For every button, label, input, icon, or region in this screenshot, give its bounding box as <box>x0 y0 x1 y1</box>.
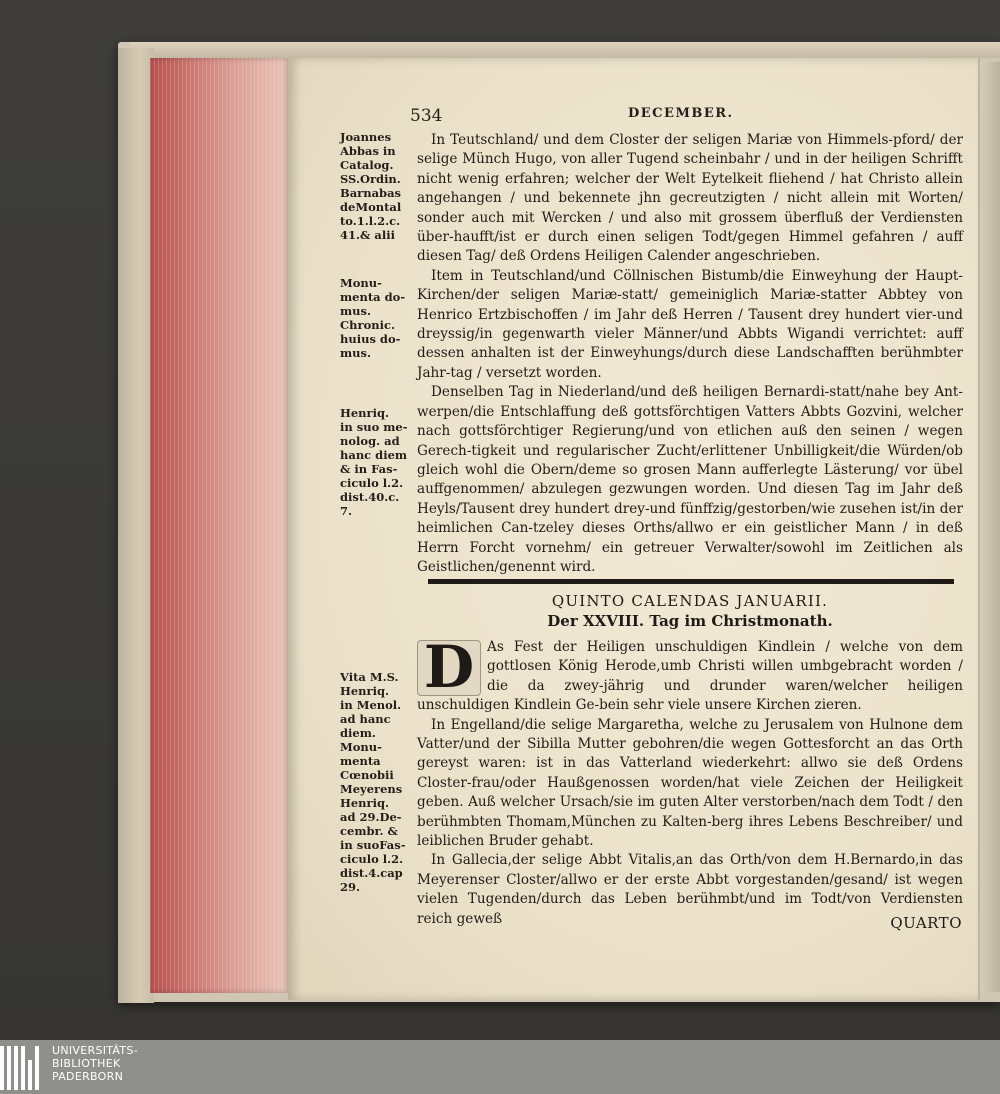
paragraph: In Gallecia,der selige Abbt Vitalis,an das Orth/von dem H.Bernardo,in das Meyerenser Closter/allwo er der erste Abbt vorgestanden/gesand/ ist wegen vielen Tugenden/durch das Leben berühmbt/und im Todt/von Verdiensten reich geweß <box>417 852 963 927</box>
margin-note: Henriq. in suo me- nolog. ad hanc diem & in Fas- ciculo l.2. dist.40.c. 7. <box>340 406 408 518</box>
library-name-line: BIBLIOTHEK <box>52 1057 121 1070</box>
book-cover-top <box>130 42 1000 58</box>
page-header <box>410 106 960 128</box>
library-name-line: UNIVERSITÄTS- <box>52 1044 138 1057</box>
margin-note: Vita M.S. Henriq. in Menol. ad hanc diem. Monu- menta Cœnobii Meyerens Henriq. ad 29.De- cembr. & in suoFas- ciculo l.2. dist.4.cap 29. <box>340 670 406 894</box>
paragraph: In Teutschland/ und dem Closter der seligen Mariæ von Himmels-pford/ der selige Münch Hugo, von aller Tugend scheinbahr / und in der heiligen Schrifft nicht wenig erfahren; welcher der Welt Eytelkeit fliehend / hat Christo allein angehangen / und bekennete jhn gecreutzigten / nicht allein mit Worten/ sonder auch mit Wercken / und also mit grossem überfluß der Verdiensten über-haufft/ist er durch einen seligen Todt/gegen Himmel gefahren / auff diesen Tag/ deß Ordens Heiligen Calender angeschrieben. <box>417 132 963 265</box>
body-text-top <box>417 131 963 577</box>
library-logo-icon <box>0 1046 40 1090</box>
section-rule <box>428 579 954 584</box>
paragraph-text: As Fest der Heiligen unschuldigen Kindlein / welche von dem gottlosen König Herode,umb Christi willen umbgebracht worden / die da zwey-jährig und drunder waren/welcher heiligen unschuldigen Kindlein Ge-bein sehr viele unsere Kirchen zieren. <box>417 639 963 714</box>
paragraph: In Engelland/die selige Margaretha, welche zu Jerusalem von Hulnone dem Vatter/und der Sibilla Mutter gebohren/die wegen Gottesforcht an das Orth gereyst waren: ist in das Vatterland wiederkehrt: allwo sie deß Ordens Closter-frau/oder Haußgenossen worden/hat viele Zeichen der Heiligkeit geben. Auß welcher Ursach/sie im guten Alter verstorben/nach dem Todt / den berühmbten Thomam,München zu Kalten-berg ihres Lebens Beschreiber/ und leiblichen Bruder gehabt. <box>417 716 963 850</box>
decorated-initial: D <box>417 640 481 696</box>
library-footer-bar <box>0 1040 1000 1094</box>
body-text-bottom <box>417 633 963 929</box>
paragraph <box>417 633 963 716</box>
section-title-german: Der XXVIII. Tag im Christmonath. <box>547 612 833 630</box>
library-name <box>52 1044 138 1083</box>
page-edges-red <box>150 58 290 993</box>
library-name-line: PADERBORN <box>52 1070 124 1083</box>
page-number: 534 <box>410 106 443 126</box>
section-title-latin: QUINTO CALENDAS JANUARII. <box>551 592 829 610</box>
margin-note: Joannes Abbas in Catalog. SS.Ordin. Barnabas deMontal to.1.l.2.c. 41.& alii <box>340 130 402 242</box>
book-cover-left <box>118 48 154 1003</box>
catchword: QUARTO <box>890 914 962 932</box>
margin-note: Monu- menta do- mus. Chronic. huius do- mus. <box>340 276 406 360</box>
paragraph: Item in Teutschland/und Cöllnischen Bistumb/die Einweyhung der Haupt-Kirchen/der seligen Mariæ-statt/ gemeiniglich Mariæ-statter Abbtey von Henrico Ertzbischoffen / im Jahr deß Herren / Tausent drey hundert vier-und dreyssig/in gegenwarth vieler Männer/und Abbts Wigandi verrichtet: auff dessen anhalten ist der Einweyhungs/durch diese Landschafften berühmbter Jahr-tag / versetzt worden. <box>417 267 963 381</box>
running-head: DECEMBER. <box>628 106 734 121</box>
opposite-page-edge <box>978 62 1000 992</box>
paragraph: Denselben Tag in Niederland/und deß heiligen Bernardi-statt/nahe bey Ant-werpen/die Entschlaffung deß gottsförchtigen Vatters Abbts Gozvini, welcher nach gottsförchtiger Regierung/und von etlichen auß den seinen / wegen Gerech-tigkeit und regularischer Zucht/erlittener Unbilligkeit/die Würden/ob gleich wohl die Obern/deme so grosen Mann aufferlegte Lästerung/ vor übel auffgenommen/ abzulegen gezwungen worden. Und diesen Tag im Jahr deß Heyls/Tausent drey hundert drey-und fünffzig/gestorben/wie zusehen ist/in der heimlichen Can-tzeley dieses Orths/allwo er ein geistlicher Mann / in deß Herrn Forcht vornehm/ ein getreuer Verwalter/sowohl im Zeitlichen als Geistlichen/genennt wird. <box>417 384 963 575</box>
